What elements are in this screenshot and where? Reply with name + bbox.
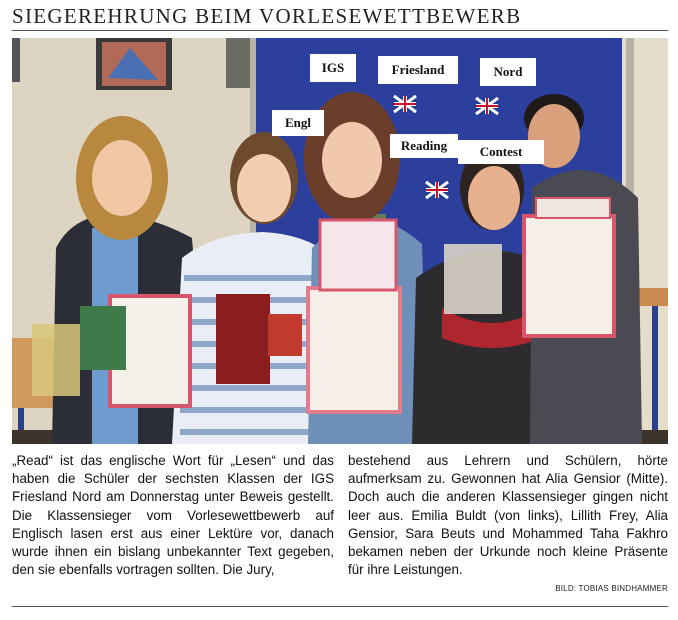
board-sign-reading: Reading: [390, 134, 458, 158]
article-photo: [12, 38, 668, 444]
article-column-left: [12, 452, 334, 579]
article-paragraph-right: bestehend aus Lehrern und Schülern, hörte aufmerksam zu. Gewonnen hat Alia Gensior (Mitte). Doch auch die anderen Klassensieger gingen nicht leer aus. Emilia Buldt (von links), Lillith Frey, Alia Gensior, Sara Beuts und Mohammed Taha Fakhro bekamen neben der Urkunde noch kleine Präsente für ihre Leistungen.: [348, 453, 668, 578]
article-column-right: [348, 452, 668, 579]
photo-credit: BILD: TOBIAS BINDHAMMER: [555, 584, 668, 593]
board-sign-friesland: Friesland: [378, 56, 458, 84]
bottom-rule: [12, 606, 668, 607]
board-sign-engl: Engl: [272, 110, 324, 136]
board-sign-contest: Contest: [458, 140, 544, 164]
article-paragraph-left: „Read“ ist das englische Wort für „Lesen“ und das haben die Schüler der sechsten Klassen der IGS Friesland Nord am Donnerstag unter Beweis gestellt. Die Klassensieger vom Vorlesewettbewerb auf Englisch lasen erst aus einer Lektüre vor, danach wurde ihnen ein bislang unbekannter Text gegeben, den sie ebenfalls vortragen sollten. Die Jury,: [12, 453, 334, 578]
article-headline: SIEGEREHRUNG BEIM VORLESEWETTBEWERB: [12, 4, 522, 28]
board-sign-igs: IGS: [310, 54, 356, 82]
board-sign-nord: Nord: [480, 58, 536, 86]
photo-illustration: [12, 38, 668, 444]
headline-rule: [12, 30, 668, 31]
